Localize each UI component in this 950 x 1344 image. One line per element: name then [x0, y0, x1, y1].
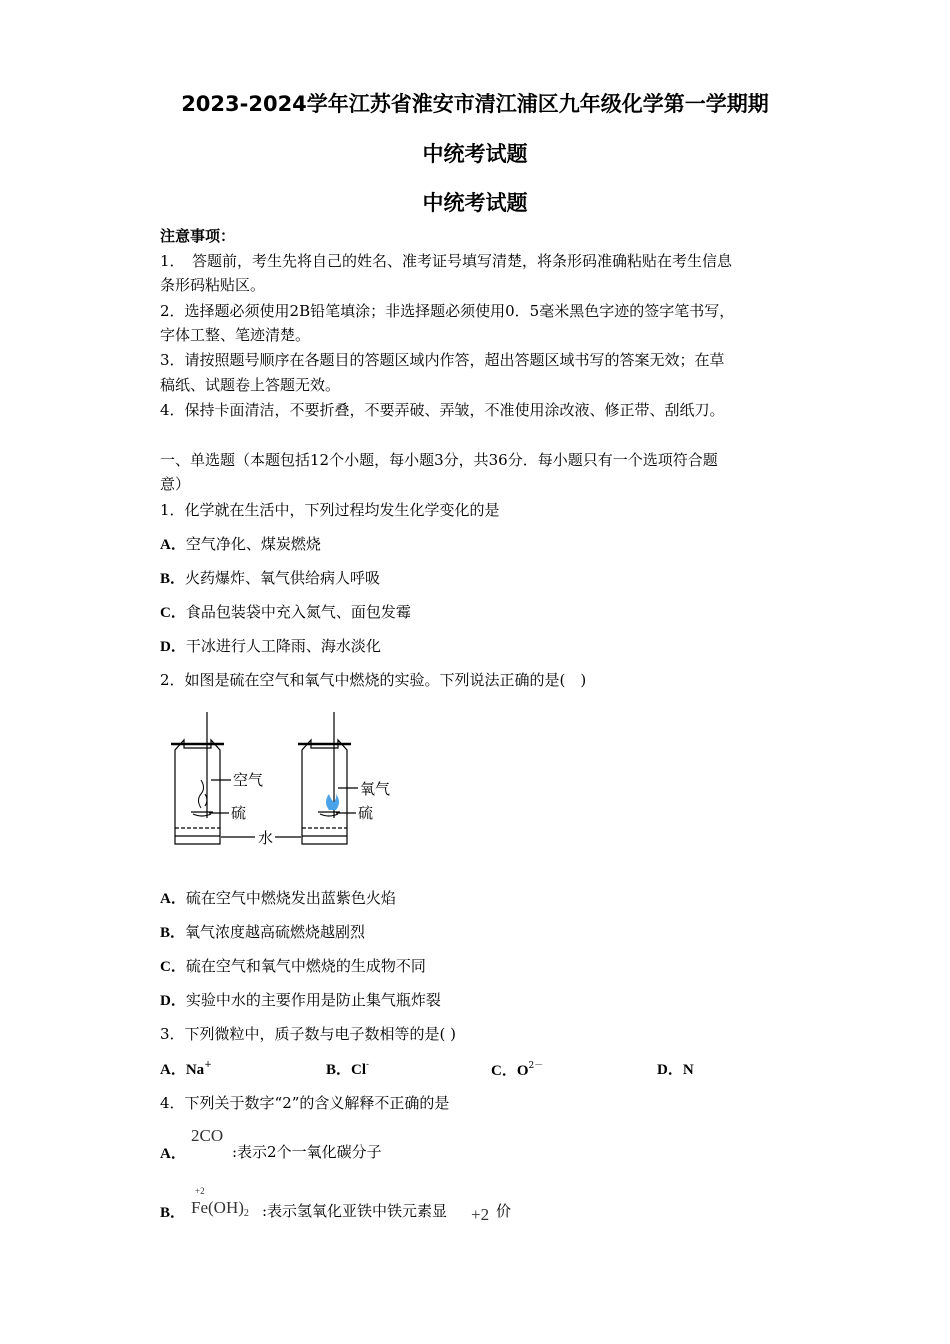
q1-option-d-text: 干冰进行人工降雨、海水淡化 — [185, 637, 381, 655]
bottle-oxygen — [298, 712, 358, 844]
q2-experiment-figure — [165, 710, 405, 855]
bottle-air — [171, 712, 231, 844]
notice-item-3-cont: 稿纸、试题卷上答题无效。 — [160, 376, 341, 394]
q2-option-d — [160, 990, 441, 1011]
notice-item-2: 2．选择题必须使用2B铅笔填涂；非选择题必须使用0．5毫米黑色字迹的签字笔书写， — [160, 302, 735, 320]
q3-option-d-label: D． — [657, 1062, 683, 1078]
q4-option-b-label: B． — [160, 1205, 186, 1221]
q4-stem: 4．下列关于数字“2”的含义解释不正确的是 — [160, 1094, 450, 1112]
exam-title-line1: 2023-2024学年江苏省淮安市清江浦区九年级化学第一学期期 — [181, 92, 769, 116]
label-sulfur-1: 硫 — [231, 804, 247, 822]
q4-option-a-label: A． — [160, 1146, 186, 1162]
exam-title-line2: 中统考试题 — [422, 142, 528, 166]
q1-option-c-label: C． — [160, 605, 186, 621]
q3-option-b — [326, 1058, 369, 1079]
label-air: 空气 — [233, 771, 264, 789]
q2-option-c — [160, 956, 426, 977]
q3-option-c — [491, 1058, 543, 1080]
q4-option-b-value: +2 — [471, 1205, 490, 1224]
q1-option-b-label: B． — [160, 571, 186, 587]
q4-option-b-formula-main: Fe(OH) — [191, 1198, 244, 1217]
notice-item-2-cont: 字体工整、笔迹清楚。 — [160, 326, 311, 344]
q3-stem: 3．下列微粒中，质子数与电子数相等的是( ) — [160, 1025, 457, 1043]
q3-option-b-text: Cl — [351, 1062, 367, 1078]
q2-option-c-label: C． — [160, 959, 186, 975]
q3-option-b-charge: - — [366, 1060, 370, 1070]
q3-option-d-text: N — [682, 1062, 694, 1078]
q3-option-a-text: Na — [185, 1062, 205, 1078]
exam-title-line3: 中统考试题 — [422, 191, 528, 215]
section-heading: 一、单选题（本题包括12个小题，每小题3分，共36分．每小题只有一个选项符合题 — [160, 451, 718, 469]
label-sulfur-2: 硫 — [358, 804, 374, 822]
notice-item-1-cont: 条形码粘贴区。 — [160, 276, 266, 294]
blue-flame — [326, 794, 339, 810]
q2-option-b-text: 氧气浓度越高硫燃烧越剧烈 — [185, 923, 366, 941]
q4-option-b-unit: 价 — [496, 1202, 512, 1220]
q2-option-a-text: 硫在空气中燃烧发出蓝紫色火焰 — [185, 889, 396, 907]
q2-option-a-label: A． — [160, 891, 186, 907]
q1-stem: 1．化学就在生活中，下列过程均发生化学变化的是 — [160, 501, 500, 519]
q1-option-c-text: 食品包装袋中充入氮气、面包发霉 — [185, 603, 411, 621]
q1-option-a — [160, 534, 321, 555]
q4-option-a-formula: 2CO — [191, 1126, 224, 1145]
q2-option-d-text: 实验中水的主要作用是防止集气瓶炸裂 — [185, 991, 441, 1009]
q4-option-b-text: :表示氢氧化亚铁中铁元素显 — [262, 1202, 448, 1220]
q1-option-b-text: 火药爆炸、氧气供给病人呼吸 — [185, 569, 381, 587]
q4-option-a-text: :表示2个一氧化碳分子 — [232, 1143, 382, 1161]
q3-option-a — [160, 1058, 212, 1079]
q3-option-a-charge: + — [204, 1060, 212, 1070]
q2-option-c-text: 硫在空气和氧气中燃烧的生成物不同 — [185, 957, 426, 975]
notice-heading: 注意事项： — [160, 227, 236, 245]
label-oxygen: 氧气 — [360, 780, 391, 798]
q3-option-c-label: C． — [491, 1063, 517, 1079]
q1-option-d-label: D． — [160, 639, 186, 655]
q1-option-b — [160, 568, 380, 589]
q1-option-a-label: A． — [160, 537, 186, 553]
notice-item-1: 1． 答题前，考生先将自己的姓名、准考证号填写清楚，将条形码准确粘贴在考生信息 — [160, 252, 733, 270]
q1-option-a-text: 空气净化、煤炭燃烧 — [185, 535, 321, 553]
label-water: 水 — [258, 829, 274, 847]
q4-option-a — [160, 1142, 186, 1163]
q2-option-d-label: D． — [160, 993, 186, 1009]
q4-option-b-formula — [191, 1198, 249, 1219]
q3-option-d — [657, 1058, 694, 1079]
q4-option-b-formula-sub: 2 — [243, 1208, 249, 1219]
q4-option-b — [160, 1201, 185, 1222]
q1-option-d — [160, 636, 381, 657]
q4-option-b-valence: +2 — [195, 1186, 205, 1196]
q3-option-c-charge: 2－ — [528, 1061, 544, 1071]
q2-stem: 2．如图是硫在空气和氧气中燃烧的实验。下列说法正确的是( ) — [160, 671, 587, 689]
section-heading-cont: 意） — [160, 475, 191, 493]
q2-option-b-label: B． — [160, 925, 186, 941]
notice-item-4: 4．保持卡面清洁，不要折叠，不要弄破、弄皱，不准使用涂改液、修正带、刮纸刀。 — [160, 401, 725, 419]
q2-option-a — [160, 888, 396, 909]
q2-option-b — [160, 922, 365, 943]
notice-item-3: 3．请按照题号顺序在各题目的答题区域内作答，超出答题区域书写的答案无效；在草 — [160, 351, 725, 369]
q3-option-a-label: A． — [160, 1062, 186, 1078]
q3-option-c-text: O — [516, 1063, 529, 1079]
q1-option-c — [160, 602, 411, 623]
q3-option-b-label: B． — [326, 1062, 352, 1078]
